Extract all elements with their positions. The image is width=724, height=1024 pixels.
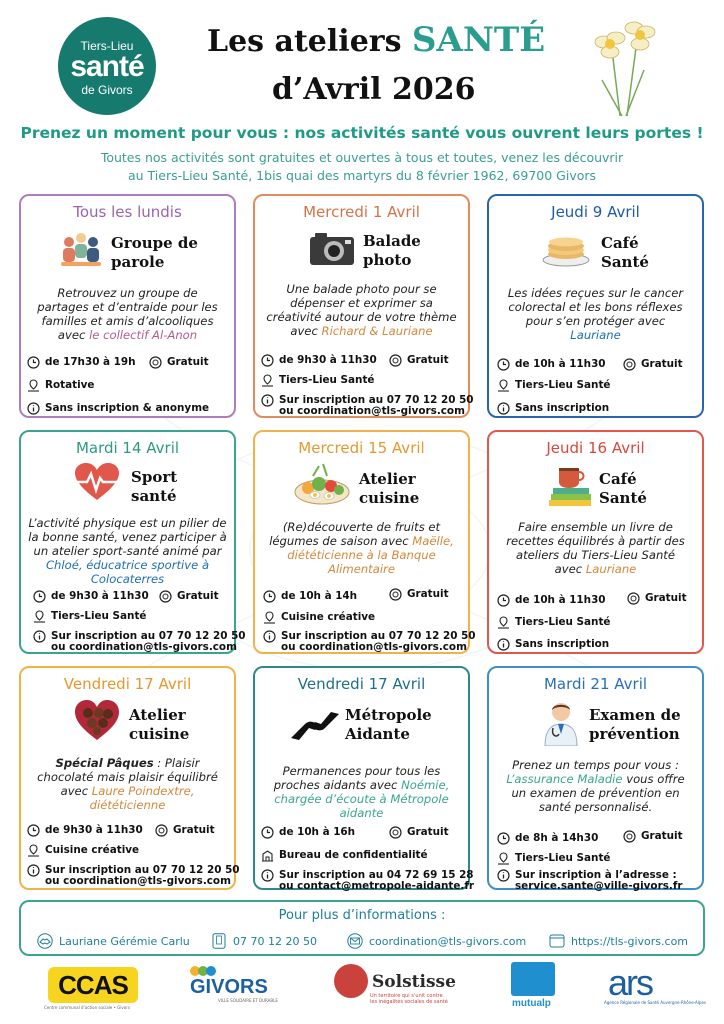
card-title-line2: cuisine [359,489,420,507]
solstisse-logo: Solstisse [372,972,456,992]
card-day: Mardi 14 Avril [75,439,180,457]
activity-card [253,194,474,418]
clock-icon [497,358,510,371]
card-day: Vendredi 17 Avril [297,675,426,693]
coins-icon [389,588,402,601]
email-icon [347,933,363,949]
desc-highlight: Maëlle, [412,534,454,548]
info-text: Sans inscription [515,638,610,650]
card-title-line2: parole [111,253,165,271]
card-description [261,520,462,576]
clock-icon [261,354,274,367]
handshake-icon [37,933,53,949]
activity-card [19,430,246,654]
info-icon [497,402,510,415]
desc-highlight: diététicienne à la Banque [287,548,436,562]
desc-highlight: Colocaterres [90,572,165,586]
card-title-line2: santé [131,487,177,505]
info-icon [261,869,274,882]
card-day: Jeudi 16 Avril [546,439,645,457]
desc-line: Faire ensemble un livre de [518,520,673,534]
givors-logo: GIVORS [190,976,268,998]
card-title-line1: Groupe de [111,234,198,252]
activity-card [487,666,704,890]
desc-line: Prenez un temps pour vous : [512,758,679,772]
info-text-line2: ou coordination@tls-givors.com [51,641,237,653]
info-text-line2: ou contact@metropole-aidante.fr [279,880,474,892]
desc-text: avec [554,562,586,576]
time-text: de 10h à 11h30 [515,594,606,606]
time-text: de 9h30 à 11h30 [51,590,149,602]
info-text-line1: Sur inscription au 07 70 12 20 50 [279,394,474,406]
activity-card [253,430,476,654]
website-url[interactable]: https://tls-givors.com [571,935,689,948]
time-text: de 9h30 à 11h30 [45,824,143,836]
time-text: de 17h30 à 19h [45,356,136,368]
card-description [261,764,462,820]
info-text-line2: ou coordination@tls-givors.com [281,641,467,653]
heart-pulse-icon [73,462,121,502]
desc-line: familles et amis d’alcooliques [41,314,214,328]
helping-hands-icon [289,708,341,744]
desc-highlight: le collectif Al-Anon [89,328,198,342]
location-pin-icon [497,852,510,865]
card-day: Tous les lundis [73,203,182,221]
clock-icon [497,832,510,845]
coins-icon [149,356,162,369]
desc-line: santé personnalisé. [538,800,653,814]
ars-logo: ars [608,962,653,1003]
card-title-line1: Atelier [359,470,416,488]
info-text-line1: Sur inscription au 07 70 12 20 50 [281,630,476,642]
card-description [495,286,696,342]
coins-icon [159,590,172,603]
solstisse-sub-line: Un territoire qui s’unit contre [370,993,443,999]
info-text-line2: service.sante@ville-givors.fr [515,880,683,892]
price-text: Gratuit [641,358,683,370]
clock-icon [263,590,276,603]
coins-icon [389,354,402,367]
price-text: Gratuit [641,830,683,842]
activity-card [253,666,474,892]
card-description [27,756,228,812]
desc-line [261,324,462,338]
clock-icon [497,594,510,607]
info-icon [261,394,274,407]
desc-line [27,328,228,342]
givors-logo-subtitle: VILLE SOLIDAIRE ET DURABLE [218,998,278,1003]
desc-line: un atelier sport-santé animé par [33,544,222,558]
web-icon [549,933,565,949]
card-description [495,520,696,576]
location-pin-icon [497,616,510,629]
card-day: Vendredi 17 Avril [63,675,192,693]
card-title-line1: Examen de [589,706,681,724]
ccas-logo: CCAS [48,967,138,1003]
info-text-line1: Sur inscription à l’adresse : [515,869,677,881]
desc-highlight: chargée d’écoute à Métropole [274,792,449,806]
location-pin-icon [497,379,510,392]
salad-bowl-icon [293,462,351,506]
desc-line: pour s’en protéger avec [525,314,666,328]
desc-line: ateliers du Tiers-Lieu Santé [515,548,675,562]
place-text: Tiers-Lieu Santé [51,610,147,622]
desc-highlight: Noémie, [401,778,450,792]
card-title-line1: Sport [131,468,178,486]
doctor-icon [541,700,581,746]
location-pin-icon [33,610,46,623]
desc-line: partages et d’entraide pour les [37,300,218,314]
activity-card [487,194,704,418]
desc-line [27,784,228,798]
title-part1: Les ateliers [207,24,412,59]
desc-line [495,562,696,576]
desc-bold: Spécial Pâques [55,756,154,770]
card-description [27,516,228,586]
desc-text: vous offre [622,772,685,786]
time-text: de 10h à 14h [281,590,358,602]
intro-line1: Toutes nos activités sont gratuites et ouvertes à tous et toutes, venez les découvrir [100,150,624,165]
coffee-books-icon [545,464,595,508]
card-day: Mercredi 1 Avril [303,203,420,221]
desc-line: Retrouvez un groupe de [57,286,198,300]
card-description [261,282,462,338]
card-day: Mercredi 15 Avril [298,439,425,457]
card-title-line2: Santé [599,489,647,507]
location-pin-icon [263,611,276,624]
desc-line: la bonne santé, venez participer à [28,530,227,544]
info-text: Sans inscription & anonyme [45,402,210,414]
location-pin-icon [261,374,274,387]
mutualp-logo: mutualp [512,998,551,1009]
card-title-line1: Café [601,234,639,252]
price-text: Gratuit [407,588,449,600]
chocolate-heart-box-icon [73,698,121,742]
location-pin-icon [27,844,40,857]
place-text: Tiers-Lieu Santé [515,852,611,864]
info-icon [263,630,276,643]
logo-line3: de Givors [81,83,133,97]
phone-icon [211,933,227,949]
desc-line: L’activité physique est un pilier de [28,516,227,530]
desc-line [261,778,462,792]
desc-line: Une balade photo pour se [286,282,437,296]
card-description [27,286,228,342]
solstisse-sub-line: les inégalités sociales de santé [370,999,448,1005]
desc-highlight: L’assurance Maladie [506,772,623,786]
desc-line: chocolaté mais plaisir équilibré [37,770,218,784]
discussion-group-icon [59,230,103,268]
desc-highlight: Alimentaire [328,562,395,576]
solstisse-logo-subtitle [370,993,448,1005]
place-text: Tiers-Lieu Santé [515,379,611,391]
desc-text: proches aidants avec [273,778,402,792]
place-text: Cuisine créative [45,844,140,856]
price-text: Gratuit [167,356,209,368]
price-text: Gratuit [177,590,219,602]
intro-line2: au Tiers-Lieu Santé, 1bis quai des martyrs du 8 février 1962, 69700 Givors [127,168,597,183]
desc-line [495,772,696,786]
card-title-line2: photo [363,251,412,269]
info-icon [497,869,510,882]
card-title-line1: Balade [363,232,421,250]
ccas-logo-subtitle: Centre communal d’action sociale • Givors [44,1005,130,1010]
info-text-line1: Sur inscription au 07 70 12 20 50 [51,630,246,642]
logo-line1: Tiers-Lieu [80,39,134,53]
card-day: Mardi 21 Avril [543,675,648,693]
desc-text: avec [60,784,92,798]
card-title-line1: Métropole [345,706,432,724]
time-text: de 9h30 à 11h30 [279,354,377,366]
clock-icon [27,356,40,369]
desc-line: créativité autour de votre thème [266,310,457,324]
coins-icon [389,826,402,839]
activity-card [19,666,240,890]
mutualp-logo-mark [511,962,555,996]
tiers-lieu-sante-logo [58,17,156,115]
pancake-plate-icon [541,232,591,268]
camera-icon [307,228,357,268]
coins-icon [623,358,636,371]
desc-highlight: Chloé, éducatrice sportive à [45,558,210,572]
desc-line: un examen de prévention en [511,786,680,800]
contact-title: Pour plus d’informations : [278,908,446,923]
desc-text: : Plaisir [153,756,200,770]
place-text: Tiers-Lieu Santé [515,616,611,628]
activity-card [19,194,236,418]
desc-highlight: Richard & Lauriane [321,324,433,338]
ars-logo-subtitle: Agence Régionale de Santé Auvergne-Rhône-Alpes [604,1000,706,1005]
coins-icon [155,824,168,837]
info-icon [27,402,40,415]
card-title-line2: Santé [601,253,649,271]
desc-highlight: Lauriane [585,562,637,576]
place-text: Rotative [45,379,95,391]
solstisse-logo-mark [334,964,368,998]
place-text: Cuisine créative [281,611,376,623]
time-text: de 10h à 16h [279,826,356,838]
desc-highlight: Laure Poindextre, [91,784,195,798]
activity-card [487,430,704,654]
info-text-line2: ou coordination@tls-givors.com [45,875,231,887]
subtitle: Prenez un moment pour vous : nos activités santé vous ouvrent leurs portes ! [20,124,704,142]
page-title [207,20,545,60]
info-icon [27,864,40,877]
card-title-line1: Atelier [129,706,186,724]
desc-line [261,534,462,548]
desc-line: dépenser et exprimer sa [290,296,433,310]
desc-line: colorectal et les bons réflexes [508,300,683,314]
info-text-line1: Sur inscription au 04 72 69 15 28 [279,869,474,881]
desc-line: Les idées reçues sur le cancer [507,286,684,300]
clock-icon [261,826,274,839]
time-text: de 8h à 14h30 [515,832,599,844]
office-building-icon [261,849,274,862]
partner-logos [0,962,724,1022]
card-description [495,758,696,814]
phone-number[interactable]: 07 70 12 20 50 [233,935,317,948]
card-title-line2: prévention [589,725,680,743]
place-text: Tiers-Lieu Santé [279,374,375,386]
desc-text: avec [290,324,322,338]
info-icon [33,630,46,643]
place-text: Bureau de confidentialité [279,849,428,861]
logo-line2: santé [70,50,144,83]
info-text-line1: Sur inscription au 07 70 12 20 50 [45,864,240,876]
contact-name: Lauriane Gérémie Carlu [59,935,190,948]
desc-line: recettes équilibrés à partir des [506,534,685,548]
desc-line: (Re)découverte de fruits et [282,520,441,534]
price-text: Gratuit [407,354,449,366]
info-text-line2: ou coordination@tls-givors.com [279,405,465,417]
page-title-line2: d’Avril 2026 [272,72,476,107]
desc-line: Permanences pour tous les [282,764,441,778]
card-title-line2: Aidante [345,725,410,743]
card-day: Jeudi 9 Avril [551,203,640,221]
info-icon [497,638,510,651]
desc-highlight: Lauriane [570,328,621,342]
desc-highlight: diététicienne [89,798,166,812]
location-pin-icon [27,379,40,392]
contact-info-box [19,900,705,956]
title-highlight: SANTÉ [411,20,546,60]
card-title-line1: Café [599,470,637,488]
card-title-line2: cuisine [129,725,190,743]
coins-icon [623,830,636,843]
daffodil-illustration [582,10,664,118]
desc-highlight: aidante [339,806,384,820]
info-text: Sans inscription [515,402,610,414]
clock-icon [27,824,40,837]
price-text: Gratuit [645,592,687,604]
time-text: de 10h à 11h30 [515,358,606,370]
price-text: Gratuit [173,824,215,836]
desc-line [27,756,228,770]
email-address[interactable]: coordination@tls-givors.com [369,935,527,948]
clock-icon [33,590,46,603]
desc-text: avec [57,328,90,342]
coins-icon [627,592,640,605]
price-text: Gratuit [407,826,449,838]
desc-text: légumes de saison avec [269,534,413,548]
